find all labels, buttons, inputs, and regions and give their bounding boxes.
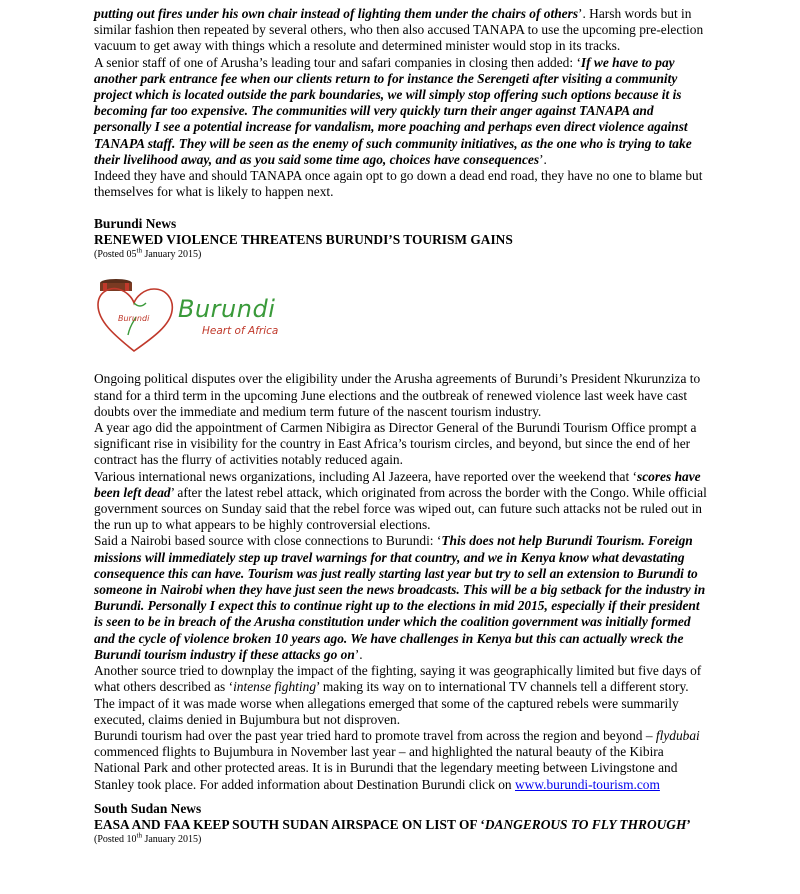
posted-date-south-sudan: (Posted 10th January 2015) (94, 831, 202, 845)
burundi-paragraph-1: Ongoing political disputes over the eligibility under the Arusha agreements of Burundi’s President Nkurunziza to stand for a third term in the upcoming June elections and the outbreak of renewed violence last week have cast doubts over the immediate and medium term future of the nascent tourism industry. (94, 371, 701, 419)
intro-paragraph-3: Indeed they have and should TANAPA once again opt to go down a dead end road, they have no one to blame but themselves for what is likely to happen next. (94, 168, 703, 200)
section-label-south-sudan: South Sudan News (94, 800, 202, 816)
headline-south-sudan: EASA AND FAA KEEP SOUTH SUDAN AIRSPACE ON LIST OF ‘DANGEROUS TO FLY THROUGH’ (94, 816, 691, 832)
burundi-paragraph-3: Various international news organizations, including Al Jazeera, have reported over the weekend that ‘scores have been left dead’ after the latest rebel attack, which originated from across the border with the Congo. While official government sources on Sunday said that the rebel force was wiped out, can future such attacks not be ruled out in the run up to what appears to be highly controversial elections. (94, 468, 707, 533)
burundi-paragraph-2: A year ago did the appointment of Carmen Nibigira as Director General of the Burundi Tourism Office prompt a significant rise in visibility for the country in East Africa’s tourism circles, and beyond, but since the end of her contract has the flurry of activities notably reduced again. (94, 420, 697, 468)
burundi-paragraph-5: Another source tried to downplay the impact of the fighting, saying it was geographically limited but five days of what others described as ‘intense fighting’ making its way on to international TV channels tell a different story. The impact of it was made worse when allegations emerged that some of the captured rebels were summarily executed, claims denied in Bujumbura but not disproven. (94, 663, 702, 727)
burundi-logo (94, 277, 294, 355)
headline-burundi: RENEWED VIOLENCE THREATENS BURUNDI’S TOURISM GAINS (94, 232, 513, 248)
spacer (94, 793, 710, 801)
intro-quote-2: If we have to pay another park entrance fee when our clients return to for instance the Serengeti after visiting a community project which is located outside the park boundaries, we will simply stop offering such options because it is becoming far too expensive. The communities will very quickly turn their anger against TANAPA and personally I see a potential increase for vandalism, more poaching and perhaps even direct violence against TANAPA staff. They will be seen as the enemy of such community initiatives, as the one who is trying to take their livelihood away, and as you said some time ago, choices have consequences (94, 54, 692, 167)
section-label-burundi: Burundi News (94, 216, 177, 232)
posted-date-burundi: (Posted 05th January 2015) (94, 247, 202, 261)
logo-inner-text: Burundi (118, 314, 150, 324)
logo-brand-text: Burundi (178, 295, 276, 324)
intro-quote-1: putting out fires under his own chair instead of lighting them under the chairs of others (94, 6, 579, 21)
spacer (94, 200, 710, 216)
burundi-paragraph-4: Said a Nairobi based source with close connections to Burundi: ‘This does not help Burundi Tourism. Foreign missions will immediately step up travel warnings for that country, and we in Kenya know what devastating consequence this can have. Tourism was just really starting last year but try to sell an extension to Burundi to someone in Nairobi when they have just seen the news broadcasts. This will be a big setback for the industry in Burundi. Personally I expect this to continue right up to the elections in mid 2015, especially if their president is seen to be in breach of the Arusha constitution under which the coalition government was initially formed and the cycle of violence broken 10 years ago. We have challenges in Kenya but this can actually wreck the Burundi tourism industry if these attacks go on’. (94, 533, 706, 662)
burundi-paragraph-6: Burundi tourism had over the past year tried hard to promote travel from across the region and beyond – flydubai commenced flights to Bujumbura in November last year – and highlighted the natural beauty of the Kibira National Park and other protected areas. It is in Burundi that the legendary meeting between Livingstone and Stanley took place. For added information about Destination Burundi click on www.burundi-tourism.com (94, 727, 700, 792)
logo-tagline: Heart of Africa (202, 325, 279, 338)
document-page (94, 6, 710, 846)
intro-paragraph-2: A senior staff of one of Arusha’s leading tour and safari companies in closing then added: ‘If we have to pay another park entrance fee when our clients return to for instance the Serengeti after visiting a community project which is located outside the park boundaries, we will simply stop offering such options because it is becoming far too expensive. The communities will very quickly turn their anger against TANAPA and personally I see a potential increase for vandalism, more poaching and perhaps even direct violence against TANAPA staff. They will be seen as the enemy of such community initiatives, as the one who is trying to take their livelihood away, and as you said some time ago, choices have consequences’. (94, 54, 692, 167)
intro-paragraph-1: putting out fires under his own chair instead of lighting them under the chairs of others’. Harsh words but in similar fashion then repeated by several others, who then also accused TANAPA to use the upcoming pre-election vacuum to get away with things which a resolute and determined minister would stop in its tracks. (94, 6, 704, 54)
burundi-tourism-link[interactable]: www.burundi-tourism.com (514, 776, 660, 792)
